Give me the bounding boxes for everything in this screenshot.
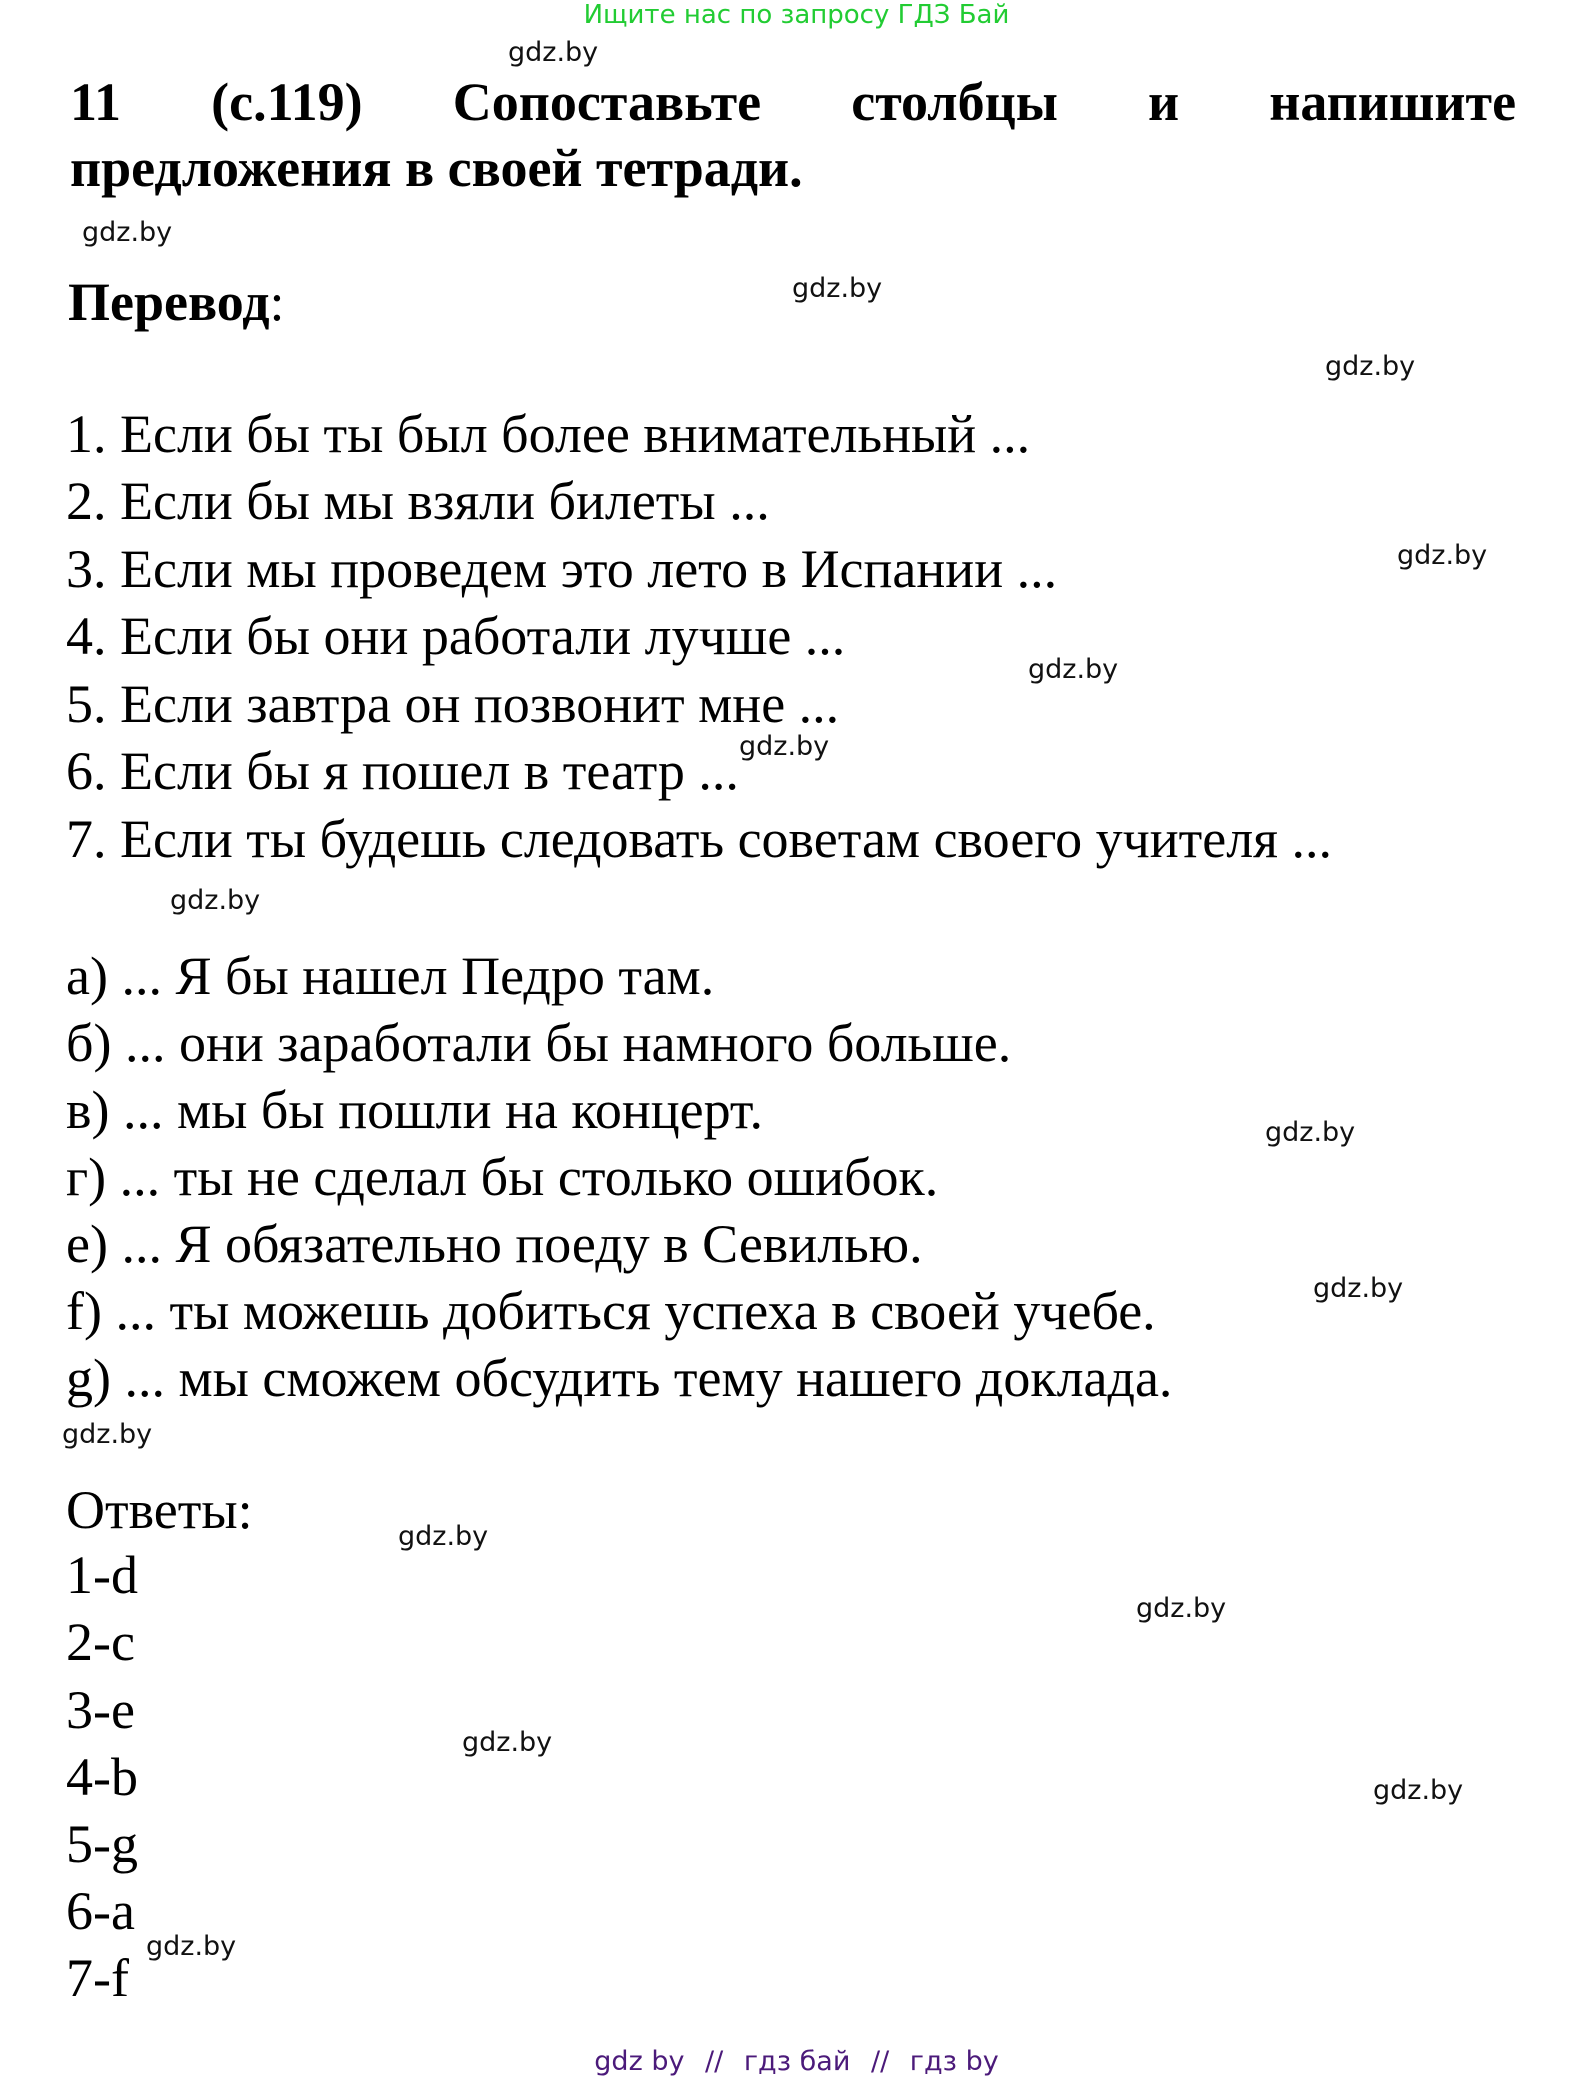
- translation-heading-label: Перевод: [68, 272, 270, 332]
- watermark: gdz.by: [1397, 540, 1488, 571]
- watermark: gdz.by: [739, 731, 830, 762]
- title-word: и: [1147, 72, 1180, 132]
- result-item: г) ... ты не сделал бы столько ошибок.: [66, 1147, 939, 1207]
- watermark: gdz.by: [792, 273, 883, 304]
- watermark: gdz.by: [462, 1727, 553, 1758]
- result-item: а) ... Я бы нашел Педро там.: [66, 946, 715, 1006]
- task-title-line-2: предложения в своей тетради.: [70, 138, 803, 198]
- watermark: gdz.by: [508, 37, 599, 68]
- answer-item: 5-g: [66, 1814, 138, 1874]
- watermark: gdz.by: [398, 1521, 489, 1552]
- condition-item: 1. Если бы ты был более внимательный ...: [66, 404, 1031, 464]
- task-number: 11: [70, 72, 122, 132]
- answer-item: 4-b: [66, 1747, 138, 1807]
- translation-heading-colon: :: [269, 272, 285, 332]
- result-item: в) ... мы бы пошли на концерт.: [66, 1080, 763, 1140]
- title-word: Сопоставьте: [452, 72, 762, 132]
- answers-heading: Ответы:: [66, 1480, 253, 1540]
- result-item: е) ... Я обязательно поеду в Севилью.: [66, 1214, 923, 1274]
- footer-separator: //: [870, 2046, 890, 2077]
- watermark: gdz.by: [146, 1931, 237, 1962]
- condition-item: 2. Если бы мы взяли билеты ...: [66, 471, 770, 531]
- footer-link-gdz-by[interactable]: gdz by: [594, 2046, 685, 2077]
- answer-item: 7-f: [66, 1948, 129, 2008]
- answer-item: 1-d: [66, 1545, 138, 1605]
- watermark: gdz.by: [1265, 1117, 1356, 1148]
- task-page-ref: (с.119): [211, 72, 363, 132]
- result-item: б) ... они заработали бы намного больше.: [66, 1013, 1012, 1073]
- condition-item: 7. Если ты будешь следовать советам своего учителя ...: [66, 809, 1333, 869]
- condition-item: 3. Если мы проведем это лето в Испании ...: [66, 539, 1058, 599]
- condition-item: 6. Если бы я пошел в театр ...: [66, 741, 739, 801]
- watermark: gdz.by: [1373, 1775, 1464, 1806]
- watermark: gdz.by: [1136, 1593, 1227, 1624]
- footer-link-gdz-bai[interactable]: гдз бай: [743, 2046, 851, 2077]
- condition-item: 5. Если завтра он позвонит мне ...: [66, 674, 840, 734]
- footer-link-gdz-by-cyr[interactable]: гдз by: [909, 2046, 999, 2077]
- answer-item: 3-e: [66, 1680, 135, 1740]
- task-title-line-1: [70, 72, 1516, 132]
- result-item: g) ... мы сможем обсудить тему нашего доклада.: [66, 1348, 1173, 1408]
- watermark: gdz.by: [62, 1419, 153, 1450]
- watermark: gdz.by: [1028, 654, 1119, 685]
- title-word: напишите: [1269, 72, 1517, 132]
- watermark: gdz.by: [1313, 1273, 1404, 1304]
- watermark: gdz.by: [1325, 351, 1416, 382]
- answer-item: 6-a: [66, 1881, 135, 1941]
- watermark: gdz.by: [82, 217, 173, 248]
- translation-heading: [68, 272, 285, 332]
- search-banner: Ищите нас по запросу ГДЗ Бай: [583, 0, 1010, 30]
- answer-item: 2-c: [66, 1612, 135, 1672]
- watermark: gdz.by: [170, 885, 261, 916]
- footer-links: [0, 2046, 1593, 2078]
- footer-separator: //: [705, 2046, 724, 2077]
- title-word: столбцы: [851, 72, 1058, 132]
- condition-item: 4. Если бы они работали лучше ...: [66, 606, 846, 666]
- result-item: f) ... ты можешь добиться успеха в своей учебе.: [66, 1281, 1156, 1341]
